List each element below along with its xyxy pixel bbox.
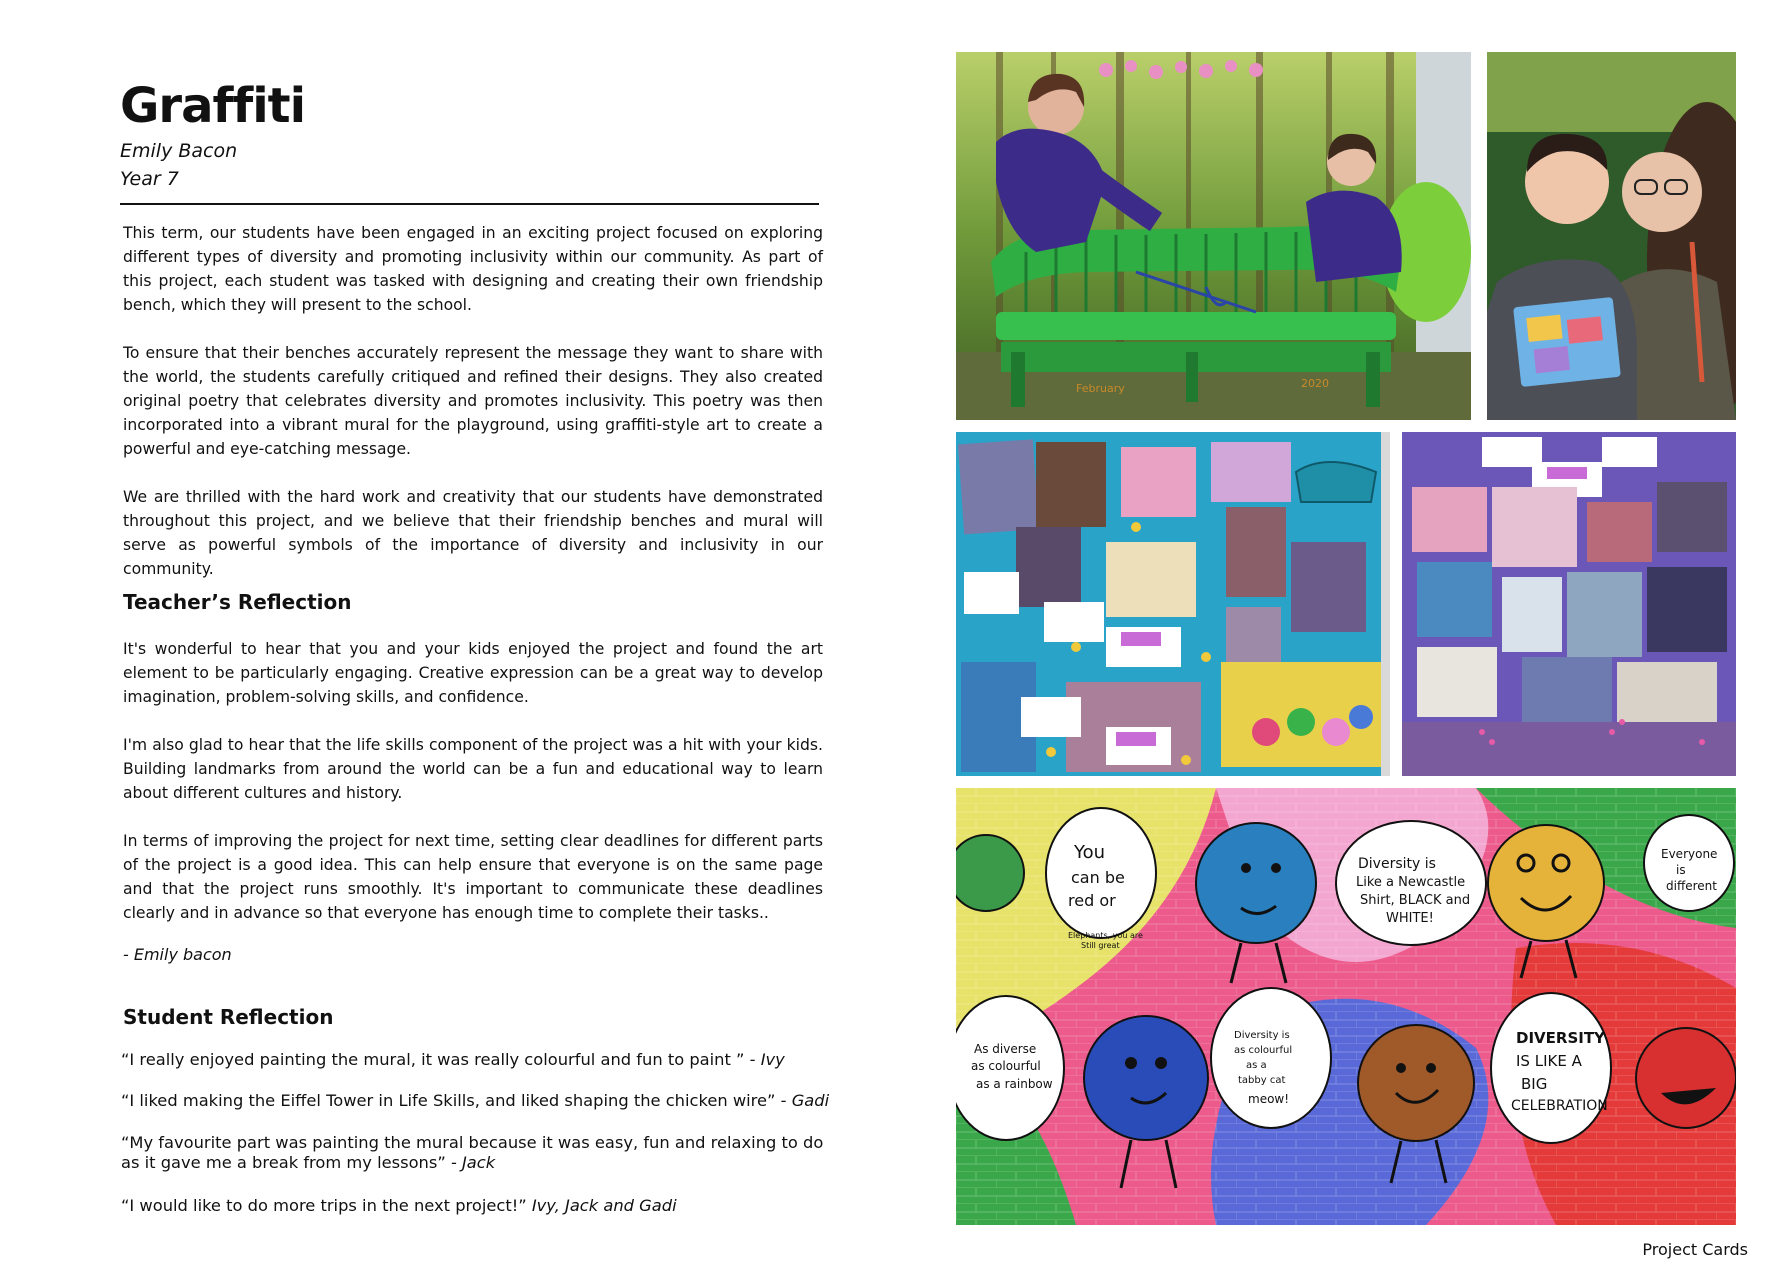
svg-text:Elephants, you are: Elephants, you are bbox=[1068, 931, 1143, 940]
svg-text:You: You bbox=[1074, 842, 1106, 863]
quote-text: “My favourite part was painting the mural because it was easy, fun and relaxing to do as it gave me a break from my lessons” - bbox=[121, 1133, 824, 1172]
teacher-reflection-paragraph-1: It's wonderful to hear that you and your kids enjoyed the project and found the art element to be particularly engaging. Creative expression can be a great way to develop imagination, problem-solving skills, and confidence. bbox=[123, 640, 823, 706]
svg-text:different: different bbox=[1666, 879, 1717, 893]
graffiti-mural-photo bbox=[956, 788, 1736, 1225]
student-quote bbox=[121, 1133, 841, 1173]
svg-text:CELEBRATION: CELEBRATION bbox=[1511, 1098, 1608, 1114]
quote-author: Jack bbox=[462, 1153, 496, 1172]
title-divider bbox=[120, 203, 819, 205]
mural-character bbox=[1488, 825, 1604, 941]
svg-text:as colourful: as colourful bbox=[1234, 1045, 1293, 1056]
student-quote bbox=[121, 1050, 841, 1070]
svg-text:IS LIKE A: IS LIKE A bbox=[1516, 1052, 1582, 1070]
quote-author: Ivy, Jack and Gadi bbox=[531, 1196, 677, 1215]
blue-display-board-photo bbox=[956, 432, 1390, 776]
svg-text:Diversity is: Diversity is bbox=[1358, 856, 1436, 872]
mural-character bbox=[1358, 1025, 1474, 1141]
quote-author: Gadi bbox=[791, 1091, 830, 1110]
mural-speech-bubble bbox=[1644, 815, 1734, 911]
svg-text:DIVERSITY: DIVERSITY bbox=[1516, 1029, 1605, 1047]
quote-author: Ivy bbox=[760, 1050, 785, 1069]
svg-text:As diverse: As diverse bbox=[974, 1042, 1037, 1056]
bench-photo bbox=[956, 52, 1471, 420]
quote-text: “I really enjoyed painting the mural, it was really colourful and fun to paint ” - bbox=[121, 1050, 761, 1069]
svg-text:Still great: Still great bbox=[1081, 941, 1120, 950]
svg-text:red or: red or bbox=[1068, 891, 1116, 910]
svg-text:Shirt, BLACK and: Shirt, BLACK and bbox=[1360, 893, 1471, 908]
intro-paragraph-3: We are thrilled with the hard work and creativity that our students have demonstrated throughout this project, and we believe that their friendship benches and mural will serve as powerful symbols of the importance of diversity and inclusivity in our community. bbox=[123, 488, 823, 578]
footer-label: Project Cards bbox=[1642, 1240, 1748, 1259]
svg-text:as a rainbow: as a rainbow bbox=[976, 1077, 1053, 1091]
intro-paragraph-1: This term, our students have been engaged in an exciting project focused on exploring different types of diversity and promoting inclusivity within our community. As part of this project, each student was tasked with designing and creating their own friendship bench, which they will present to the school. bbox=[123, 224, 823, 314]
mural-character bbox=[1084, 1016, 1208, 1140]
author-name: Emily Bacon bbox=[120, 140, 238, 162]
svg-text:February: February bbox=[1076, 382, 1125, 395]
svg-text:Everyone: Everyone bbox=[1661, 847, 1718, 861]
svg-text:is: is bbox=[1676, 863, 1686, 877]
teacher-reflection-heading: Teacher’s Reflection bbox=[123, 590, 352, 614]
mural-character bbox=[1636, 1028, 1736, 1128]
student-quote bbox=[121, 1196, 841, 1216]
svg-text:Diversity is: Diversity is bbox=[1234, 1030, 1290, 1041]
student-reflection-heading: Student Reflection bbox=[123, 1005, 334, 1029]
teacher-signature: - Emily bacon bbox=[123, 945, 232, 964]
svg-text:tabby cat: tabby cat bbox=[1238, 1075, 1286, 1086]
svg-text:WHITE!: WHITE! bbox=[1386, 911, 1434, 926]
mural-character bbox=[1196, 823, 1316, 943]
svg-text:2020: 2020 bbox=[1301, 377, 1329, 390]
page-title: Graffiti bbox=[120, 78, 306, 134]
quote-text: “I liked making the Eiffel Tower in Life Skills, and liked shaping the chicken wire” - bbox=[121, 1091, 792, 1110]
svg-text:can be: can be bbox=[1071, 868, 1125, 887]
svg-text:Like a Newcastle: Like a Newcastle bbox=[1356, 875, 1466, 890]
mural-character bbox=[956, 835, 1024, 911]
svg-text:as colourful: as colourful bbox=[971, 1059, 1041, 1073]
svg-text:meow!: meow! bbox=[1248, 1092, 1290, 1106]
intro-paragraph-2: To ensure that their benches accurately represent the message they want to share with the world, the students carefully critiqued and refined their designs. They also created original poetry that celebrates diversity and promotes inclusivity. This poetry was then incorporated into a vibrant mural for the playground, using graffiti-style art to create a powerful and eye-catching message. bbox=[123, 344, 823, 458]
student-teacher-photo bbox=[1487, 52, 1736, 420]
svg-text:as a: as a bbox=[1246, 1060, 1267, 1071]
student-quote bbox=[121, 1091, 841, 1111]
year-group: Year 7 bbox=[120, 168, 179, 190]
teacher-reflection-paragraph-3: In terms of improving the project for next time, setting clear deadlines for different parts of the project is a good idea. This can help ensure that everyone is on the same page and that the project runs smoothly. It's important to communicate these deadlines clearly and in advance so that everyone has enough time to complete their tasks.. bbox=[123, 832, 823, 922]
quote-text: “I would like to do more trips in the next project!” bbox=[121, 1196, 532, 1215]
purple-display-board-photo bbox=[1402, 432, 1736, 776]
mural-speech-bubble bbox=[1211, 988, 1331, 1128]
svg-text:BIG: BIG bbox=[1521, 1075, 1548, 1093]
teacher-reflection-paragraph-2: I'm also glad to hear that the life skills component of the project was a hit with your kids. Building landmarks from around the world can be a fun and educational way to learn about different cultures and history. bbox=[123, 736, 823, 802]
